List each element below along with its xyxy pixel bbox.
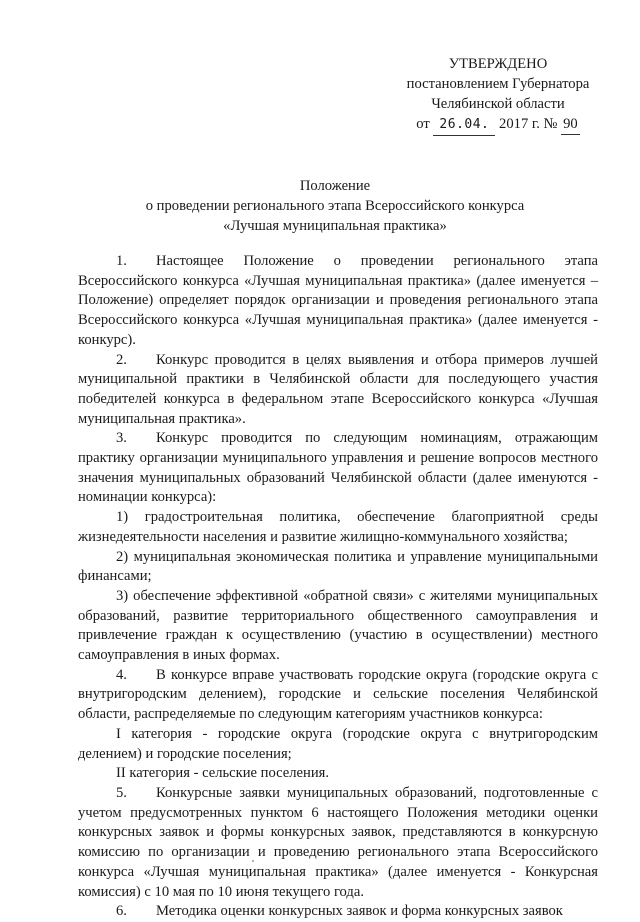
clause-number: 5. [116,784,127,801]
title-line-2: о проведении регионального этапа Всероссийского конкурса [145,198,525,214]
date-prefix: от [416,116,430,132]
clause-number: 4. [116,666,127,683]
clause-1 [78,252,598,351]
clause-number: 1. [116,253,127,269]
nomination-1: 1) градостроительная политика, обеспечение благоприятной среды жизнедеятельности населения и развитие жилищно-коммунального хозяйства; [78,509,598,545]
clause-text: Конкурс проводится по следующим номинациям, отражающим практику организации муниципального управления и решение вопросов местного значения муниципальных образований Челябинской области (далее именуются - номинации конкурса): [78,430,598,506]
nomination-3: 3) обеспечение эффективной «обратной связи» с жителями муниципальных образований, развитие территориального общественного самоуправления и привлечение граждан к осуществлению (участию в осуществлении) местного самоуправления в иных формах. [78,587,598,664]
clause-text: Настоящее Положение о проведении регионального этапа Всероссийского конкурса «Лучшая муниципальная практика» (далее именуется – Положение) определяет порядок организации и проведения регионального этапа Всероссийского конкурса «Лучшая муниципальная практика» (далее именуется - конкурс). [78,253,598,348]
clause-text: Конкурсные заявки муниципальных образований, подготовленные с учетом предусмотренных пунктом 6 настоящего Положения методики оценки конкурсных заявок и формы конкурсных заявок, представляются в конкурсную комиссию по организации и проведению регионального этапа Всероссийского конкурса «Лучшая муниципальная практика» (далее именуется - Конкурсная комиссия) с 10 мая по 10 июня текущего года. [78,784,598,900]
decree-number: 90 [561,114,580,135]
title-line-1: Положение [299,178,371,194]
clause-number: 2. [116,351,127,368]
approval-stamp [388,54,608,136]
clause-6 [78,902,598,922]
clause-2 [78,351,598,430]
clause-number: 6. [116,903,127,920]
scan-speck [252,860,254,862]
clause-text: Конкурс проводится в целях выявления и отбора примеров лучшей муниципальной практики в Челябинской области для последующего участия победителей конкурса в федеральном этапе Всероссийского конкурса «Лучшая муниципальная практика». [78,351,598,427]
document-title [80,176,590,236]
clause-5 [78,784,598,902]
date-suffix: 2017 г. № [499,116,558,132]
clause-text: В конкурсе вправе участвовать городские округа (городские округа с внутригородским делением), городские и сельские поселения Челябинской области, распределяемые по следующим категориям участников конкурса: [78,666,598,723]
clause-number: 3. [116,430,127,447]
category-1: I категория - городские округа (городские округа с внутригородским делением) и городские поселения; [78,725,598,762]
category-2: II категория - сельские поселения. [116,765,330,782]
approval-date-line [388,114,608,136]
clause-3 [78,429,598,508]
title-line-3: «Лучшая муниципальная практика» [223,218,447,234]
document-body [78,252,598,922]
clause-4 [78,666,598,725]
clause-text: Методика оценки конкурсных заявок и форма конкурсных заявок [156,903,563,920]
date-value: 26.04. [433,115,495,136]
approval-decree: постановлением Губернатора [406,76,590,92]
nomination-2: 2) муниципальная экономическая политика и управление муниципальными финансами; [78,548,598,585]
approval-heading: УТВЕРЖДЕНО [448,56,548,72]
approval-region: Челябинской области [431,96,565,112]
